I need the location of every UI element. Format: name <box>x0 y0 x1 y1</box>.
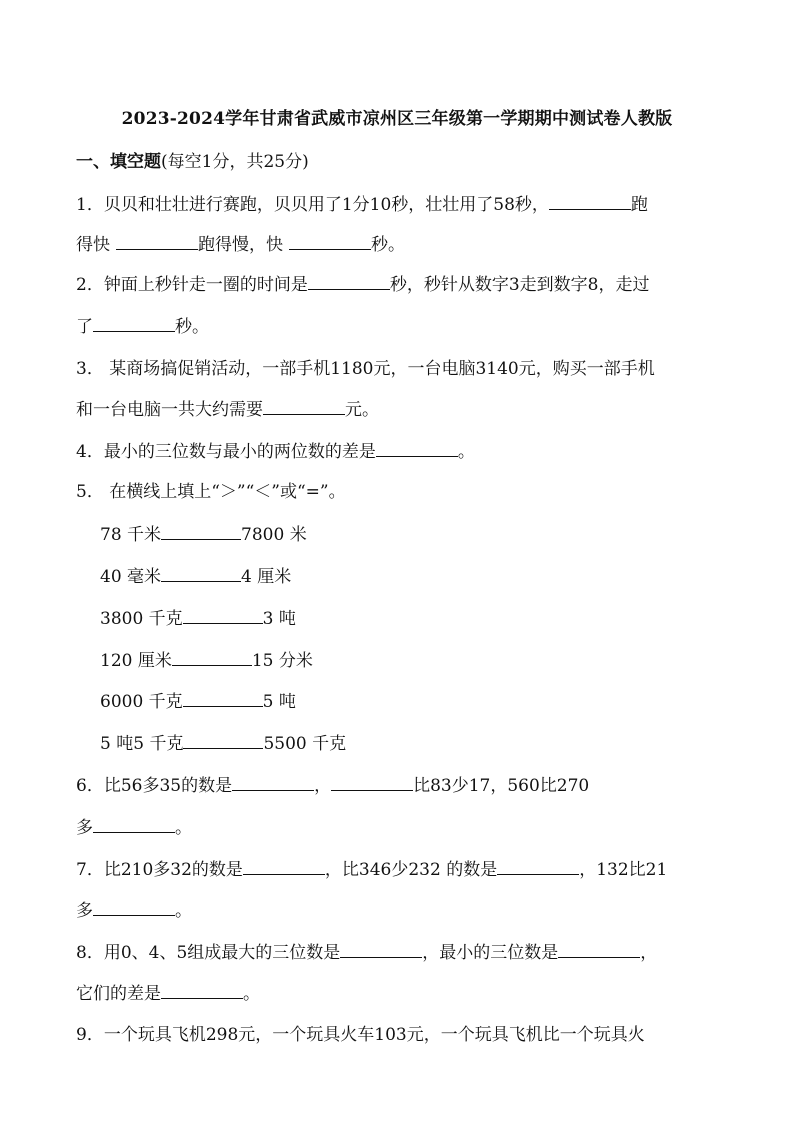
question-7-line-1 <box>76 857 726 882</box>
compare-right: 5500 千克 <box>263 734 347 754</box>
answer-blank[interactable] <box>172 648 252 666</box>
answer-blank[interactable] <box>183 689 263 707</box>
compare-item <box>100 564 750 589</box>
section-heading <box>76 150 726 174</box>
answer-blank[interactable] <box>331 773 413 791</box>
q7-text-d: 多 <box>76 901 93 921</box>
q2-text-b: 秒，秒针从数字3走到数字8，走过 <box>389 275 650 295</box>
answer-blank[interactable] <box>183 731 263 749</box>
question-9-line-1 <box>76 1023 726 1047</box>
compare-item <box>100 522 750 547</box>
q6-text-a: 6．比56多35的数是 <box>76 776 233 796</box>
q3-text-b: 和一台电脑一共大约需要 <box>76 400 263 420</box>
compare-left: 6000 千克 <box>100 692 183 712</box>
compare-item <box>100 606 750 631</box>
q1-text-e: 秒。 <box>371 235 405 255</box>
compare-left: 3800 千克 <box>100 609 183 629</box>
compare-right: 15 分米 <box>251 651 313 671</box>
compare-item <box>100 648 750 673</box>
q1-text-c: 得快 <box>76 235 110 255</box>
q8-text-d: 它们的差是 <box>76 984 161 1004</box>
q2-text-c: 了 <box>76 317 93 337</box>
q2-text-a: 2．钟面上秒针走一圈的时间是 <box>76 275 308 295</box>
answer-blank[interactable] <box>183 606 263 624</box>
question-1-line-2 <box>76 232 726 257</box>
q9-text-a: 9．一个玩具飞机298元，一个玩具火车103元，一个玩具飞机比一个玩具火 <box>76 1025 645 1045</box>
answer-blank[interactable] <box>232 773 314 791</box>
answer-blank[interactable] <box>161 564 241 582</box>
q6-text-d: 多 <box>76 818 93 838</box>
answer-blank[interactable] <box>497 857 579 875</box>
question-2-line-2 <box>76 314 726 339</box>
q4-text-a: 4．最小的三位数与最小的两位数的差是 <box>76 442 376 462</box>
compare-right: 3 吨 <box>262 609 296 629</box>
q1-text-d: 跑得慢，快 <box>198 235 283 255</box>
q6-text-c: 比83少17，560比270 <box>413 776 590 796</box>
q3-text-c: 元。 <box>345 400 379 420</box>
compare-left: 120 厘米 <box>100 651 172 671</box>
q7-text-a: 7．比210多32的数是 <box>76 860 243 880</box>
compare-item <box>100 689 750 714</box>
section-note: (每空1分，共25分) <box>161 152 309 172</box>
q7-text-b: ，比346少232 的数是 <box>324 860 498 880</box>
q4-text-b: 。 <box>457 442 475 462</box>
q1-text-a: 1．贝贝和壮壮进行赛跑，贝贝用了1分10秒，壮壮用了58秒， <box>76 195 549 215</box>
compare-right: 5 吨 <box>262 692 296 712</box>
section-title: 一、填空题 <box>76 152 161 172</box>
q1-text-b: 跑 <box>630 195 648 215</box>
compare-left: 78 千米 <box>100 525 162 545</box>
answer-blank[interactable] <box>93 898 175 916</box>
q6-text-e: 。 <box>175 818 192 838</box>
answer-blank[interactable] <box>116 232 198 250</box>
answer-blank[interactable] <box>340 940 422 958</box>
answer-blank[interactable] <box>161 522 241 540</box>
question-2-line-1 <box>76 272 726 297</box>
answer-blank[interactable] <box>93 815 175 833</box>
answer-blank[interactable] <box>161 981 243 999</box>
q6-text-b: ， <box>314 776 332 796</box>
q3-text-a: 3． 某商场搞促销活动，一部手机1180元，一台电脑3140元，购买一部手机 <box>76 359 655 379</box>
q7-text-c: ，132比21 <box>579 860 668 880</box>
answer-blank[interactable] <box>263 397 345 415</box>
answer-blank[interactable] <box>308 272 390 290</box>
question-7-line-2 <box>76 898 726 923</box>
q2-text-d: 秒。 <box>175 317 209 337</box>
question-4 <box>76 439 726 464</box>
answer-blank[interactable] <box>289 232 371 250</box>
q5-stem-text: 5． 在横线上填上“＞”“＜”或“=”。 <box>76 482 346 502</box>
question-3-line-1 <box>76 357 726 381</box>
q8-text-c: ， <box>640 943 658 963</box>
q8-text-b: ，最小的三位数是 <box>422 943 559 963</box>
compare-right: 4 厘米 <box>241 567 292 587</box>
question-8-line-1 <box>76 940 726 965</box>
q7-text-e: 。 <box>175 901 192 921</box>
answer-blank[interactable] <box>243 857 325 875</box>
answer-blank[interactable] <box>549 192 631 210</box>
exam-title: 2023-2024学年甘肃省武威市凉州区三年级第一学期期中测试卷人教版 <box>121 109 673 129</box>
q8-text-e: 。 <box>243 984 260 1004</box>
question-8-line-2 <box>76 981 726 1006</box>
question-6-line-1 <box>76 773 726 798</box>
answer-blank[interactable] <box>558 940 640 958</box>
compare-left: 40 毫米 <box>100 567 162 587</box>
answer-blank[interactable] <box>376 439 458 457</box>
q8-text-a: 8．用0、4、5组成最大的三位数是 <box>76 943 341 963</box>
compare-left: 5 吨5 千克 <box>100 734 184 754</box>
question-5-stem <box>76 480 726 504</box>
question-1-line-1 <box>76 192 726 217</box>
compare-right: 7800 米 <box>241 525 307 545</box>
question-3-line-2 <box>76 397 726 422</box>
answer-blank[interactable] <box>93 314 175 332</box>
question-6-line-2 <box>76 815 726 840</box>
compare-item <box>100 731 750 756</box>
